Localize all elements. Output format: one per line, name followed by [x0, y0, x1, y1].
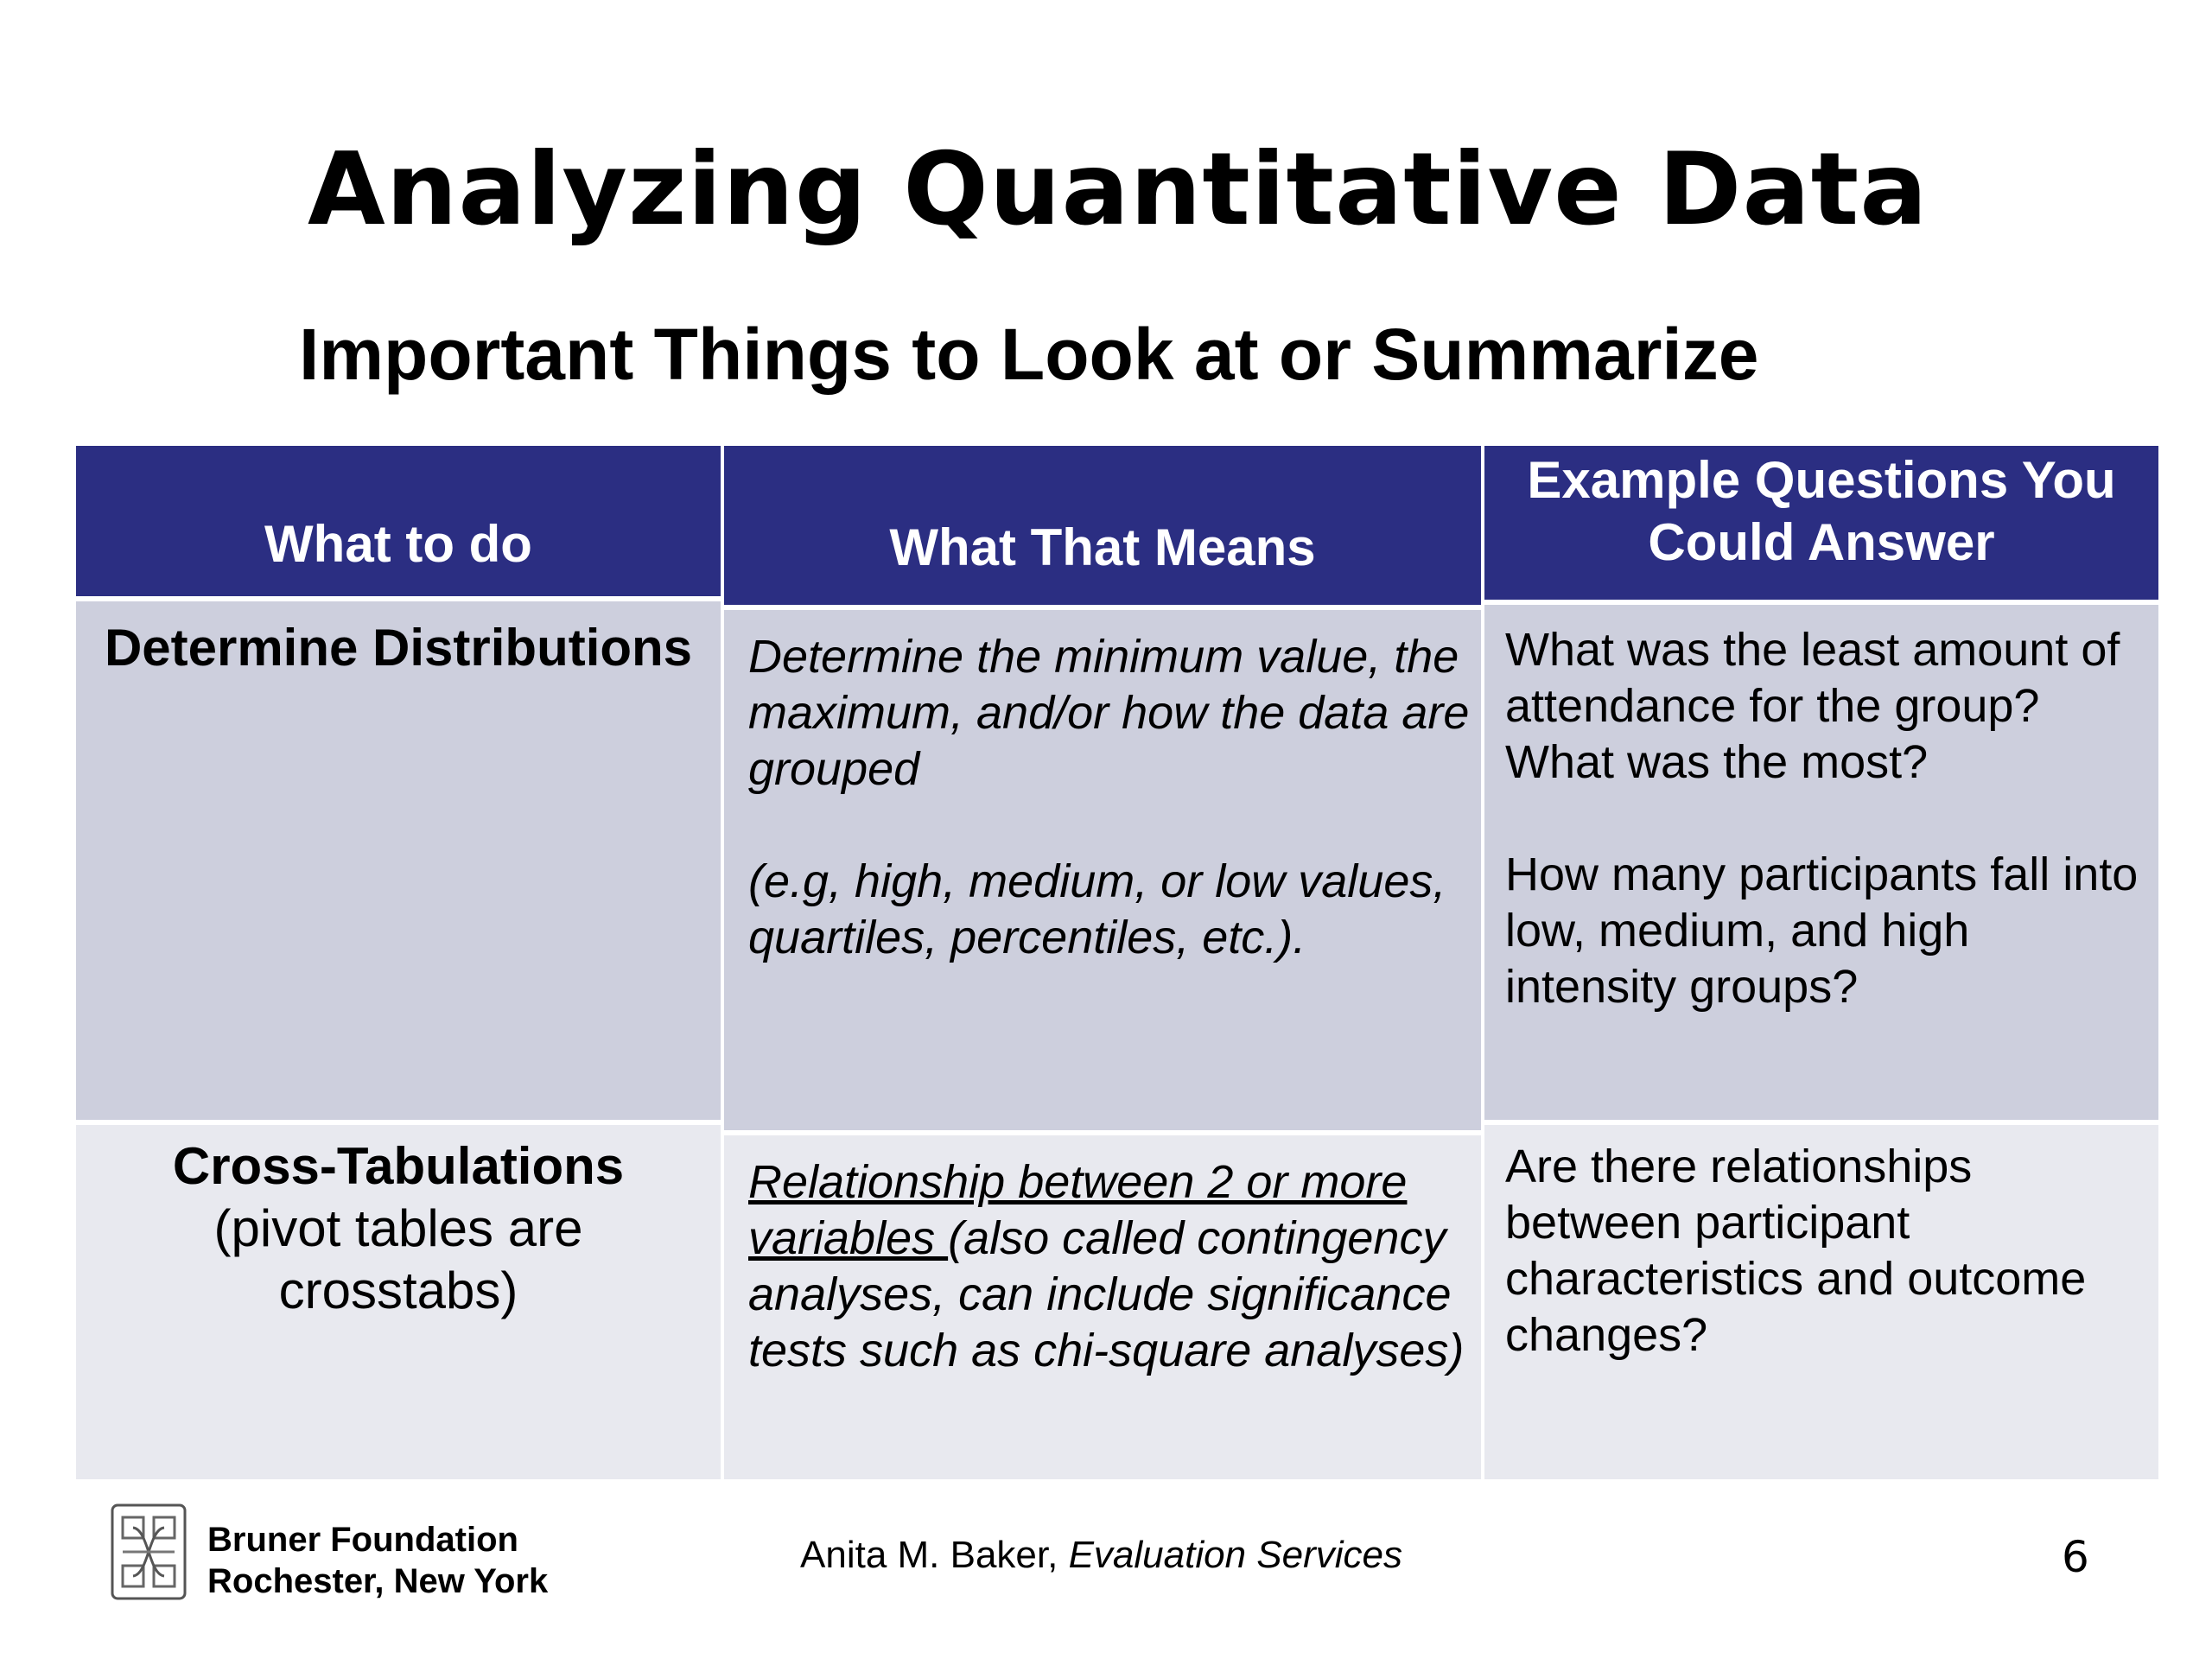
footer-credit-service: Evaluation Services — [1068, 1534, 1402, 1576]
row1-questions-cell — [1484, 605, 2158, 1120]
footer-credit — [800, 1533, 1402, 1578]
row2-means-cell — [724, 1135, 1481, 1479]
header-what-to-do-label: What to do — [264, 515, 532, 573]
row1-what-label: Determine Distributions — [104, 619, 693, 677]
bruner-foundation-logo-icon — [111, 1503, 187, 1600]
row2-means-underlined: Relationship between 2 or more variables — [748, 1156, 1408, 1264]
footer-org-name: Bruner Foundation — [207, 1521, 518, 1559]
row2-what-label: Cross-Tabulations — [172, 1137, 625, 1195]
row1-what-cell — [76, 601, 721, 1120]
footer-organization — [207, 1519, 548, 1602]
slide-title: Analyzing Quantitative Data — [308, 131, 1929, 248]
row2-questions-cell — [1484, 1125, 2158, 1479]
row2-means-text — [748, 1154, 1476, 1379]
header-what-that-means-label: What That Means — [889, 518, 1316, 576]
row1-question-2: How many participants fall into low, medium, and high intensity groups? — [1505, 849, 2139, 1013]
footer-org-location: Rochester, New York — [207, 1562, 549, 1600]
row2-what-cell — [76, 1125, 721, 1479]
header-what-that-means — [724, 446, 1481, 605]
row1-means-example: (e.g, high, medium, or low values, quartiles, percentiles, etc.). — [748, 855, 1446, 963]
header-example-questions-line2: Could Answer — [1648, 513, 1995, 571]
header-example-questions-line1: Example Questions You — [1527, 451, 2116, 509]
footer-credit-name: Anita M. Baker, — [800, 1534, 1069, 1576]
slide-subtitle: Important Things to Look at or Summarize — [299, 314, 1759, 395]
row2-what-sublabel: (pivot tables are crosstabs) — [213, 1199, 583, 1319]
row1-means-cell — [724, 610, 1481, 1130]
row1-means-text: Determine the minimum value, the maximum, and/or how the data are grouped — [748, 631, 1470, 795]
row2-question: Are there relationships between participant characteristics and outcome changes? — [1505, 1141, 2087, 1361]
header-example-questions — [1484, 446, 2158, 600]
row1-question-1: What was the least amount of attendance for the group? What was the most? — [1505, 624, 2120, 788]
row2-means-rest: (also called contingency analyses, can include significance tests such as chi-square analyses) — [748, 1212, 1465, 1376]
header-what-to-do — [76, 446, 721, 596]
page-number: 6 — [2062, 1532, 2089, 1582]
